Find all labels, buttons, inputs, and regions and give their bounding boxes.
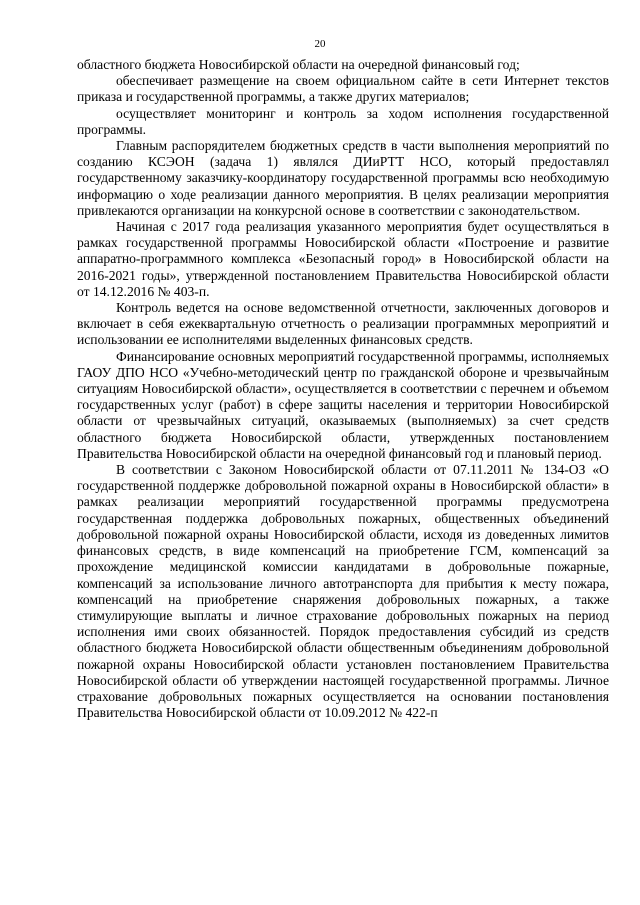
document-body [77,57,609,721]
paragraph-monitoring: осуществляет мониторинг и контроль за ходом исполнения государственной программы. [77,105,609,137]
paragraph-website-publication: обеспечивает размещение на своем официальном сайте в сети Интернет текстов приказа и государственной программы, а также других материалов; [77,73,609,105]
paragraph-budget-continuation: областного бюджета Новосибирской области на очередной финансовый год; [77,57,520,72]
paragraph-main-budget-manager: Главным распорядителем бюджетных средств в части выполнения мероприятий по созданию КСЭОН (задача 1) являлся ДИиРТТ НСО, который предоставлял государственному заказчику-координатору государственной программы всю необходимую информацию о ходе реализации данного мероприятия. В целях реализации мероприятия привлекаются организации на конкурсной основе в соответствии с законодательством. [77,138,609,218]
paragraph-volunteer-fire-support: В соответствии с Законом Новосибирской области от 07.11.2011 № 134-ОЗ «О государственной поддержке добровольной пожарной охраны в Новосибирской области» в рамках реализации мероприятий государственной программы предусмотрена государственная поддержка добровольных пожарных, общественных объединений добровольной пожарной охраны Новосибирской области, исходя из доведенных лимитов финансовых средств, в виде компенсаций на приобретение ГСМ, компенсаций за прохождение медицинской комиссии кандидатами в добровольные пожарные, компенсаций за использование личного автотранспорта для прибытия к месту пожара, компенсаций на приобретение снаряжения добровольных пожарных, а также стимулирующие выплаты и личное страхование добровольных пожарных на период исполнения ими своих обязанностей. Порядок предоставления субсидий из средств областного бюджета Новосибирской области общественным объединениям добровольной пожарной охраны Новосибирской области установлен постановлением Правительства Новосибирской области об утверждении настоящей государственной программы. Личное страхование добровольных пожарных осуществляется на основании постановления Правительства Новосибирской области от 10.09.2012 № 422-п [77,462,609,721]
paragraph-control-reporting: Контроль ведется на основе ведомственной отчетности, заключенных договоров и включает в себя ежеквартальную отчетность о реализации программных мероприятий и использовании ее исполнителями выделенных финансовых средств. [77,300,609,348]
paragraph-financing-gaou: Финансирование основных мероприятий государственной программы, исполняемых ГАОУ ДПО НСО «Учебно-методический центр по гражданской обороне и чрезвычайным ситуациям Новосибирской области», осуществляется в соответствии с перечнем и объемом государственных услуг (работ) в сфере защиты населения и территории Новосибирской области от чрезвычайных ситуаций, оказываемых (выполняемых) за счет средств областного бюджета Новосибирской области, утвержденных постановлением Правительства Новосибирской области на очередной финансовый год и плановый период. [77,348,609,461]
paragraph-safe-city-program: Начиная с 2017 года реализация указанного мероприятия будет осуществляться в рамках государственной программы Новосибирской области «Построение и развитие аппаратно-программного комплекса «Безопасный город» в Новосибирской области на 2016-2021 годы», утвержденной постановлением Правительства Новосибирской области от 14.12.2016 № 403-п. [77,219,609,299]
page-number: 20 [314,38,326,50]
